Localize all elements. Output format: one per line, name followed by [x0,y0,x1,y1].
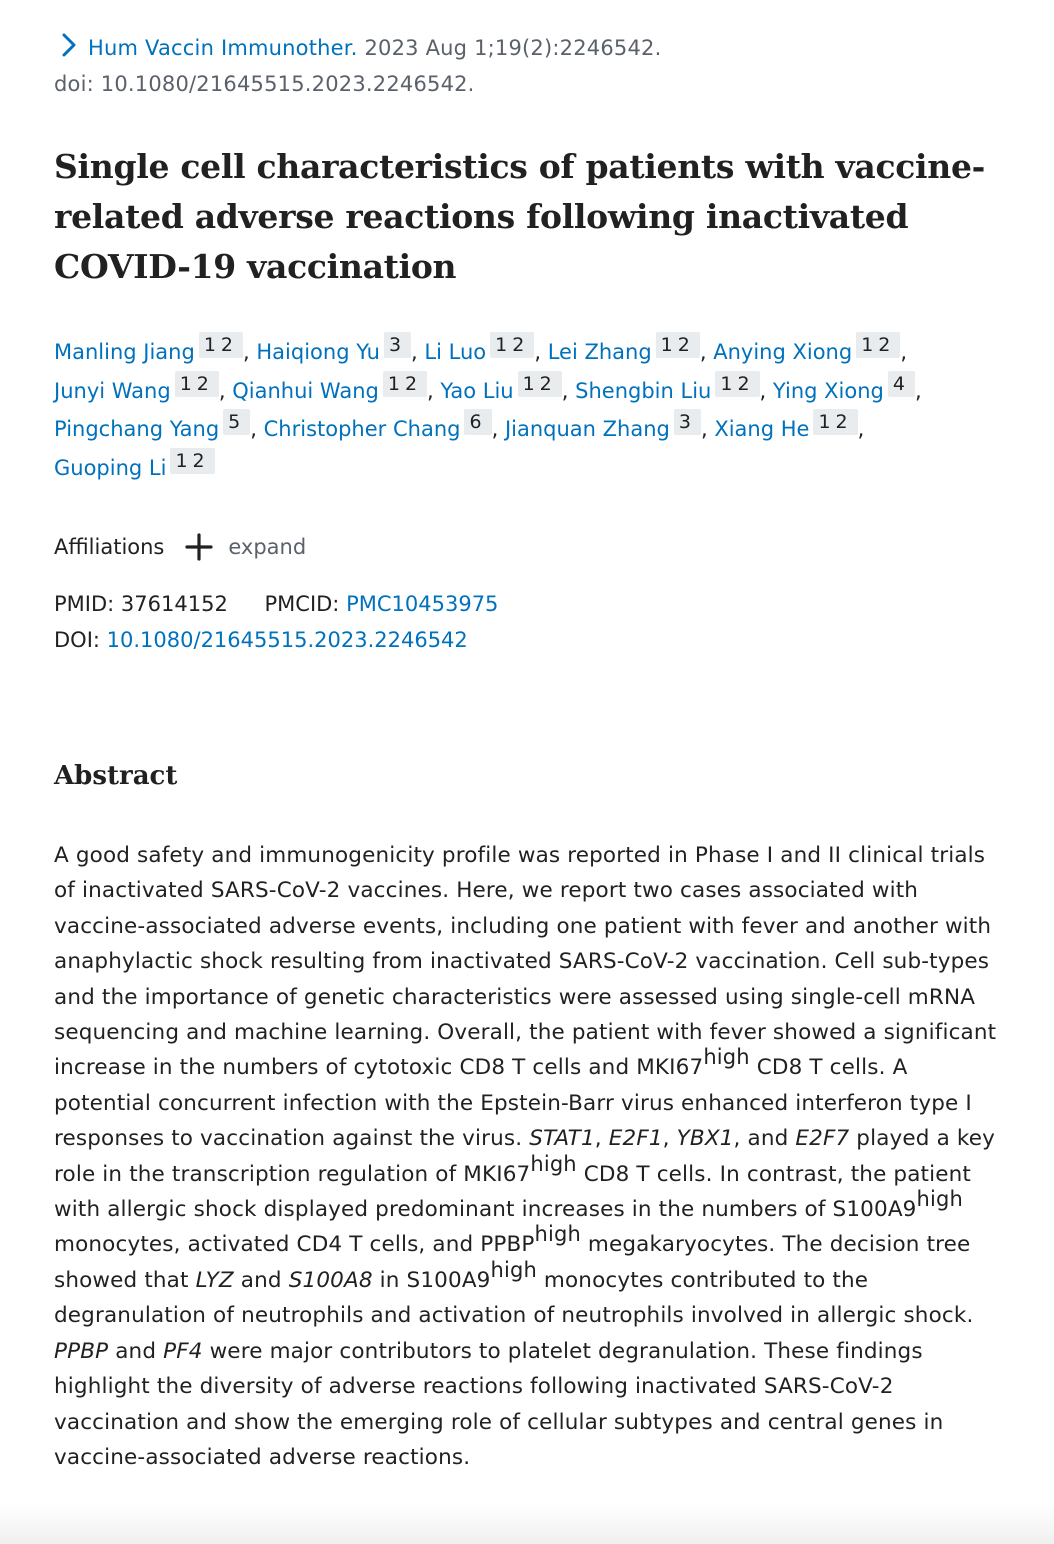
bottom-fade [0,1504,1054,1544]
author-name-link[interactable]: Junyi Wang [54,378,171,403]
citation-details: 2023 Aug 1;19(2):2246542. [364,36,662,60]
author-name-link[interactable]: Xiang He [714,417,810,441]
superscript-high: high [534,1222,581,1247]
affiliation-badge[interactable]: 3 [674,409,701,435]
abstract-heading: Abstract [54,761,178,791]
author-list [54,332,984,486]
author-name-link[interactable]: Anying Xiong [713,340,853,364]
affiliation-badge[interactable]: 12 [656,332,700,358]
superscript-high: high [530,1151,577,1176]
citation [54,30,1004,102]
author-separator: , [534,340,541,364]
abstract-segment: played a key role in the transcription regulation of MKI67 [54,1126,995,1187]
affiliation-badge[interactable]: 12 [490,332,534,358]
article-page [54,30,1004,1497]
abstract-segment: and [108,1338,164,1364]
gene-name: PPBP [54,1338,109,1364]
author-separator: , [218,378,226,403]
gene-name: YBX1 [676,1126,734,1152]
author-separator: , [857,417,865,441]
chevron-right-icon[interactable] [58,32,88,58]
journal-link[interactable]: Hum Vaccin Immunother. [88,36,358,60]
gene-name: STAT1 [529,1126,595,1152]
affiliations-row [54,532,1004,562]
article-title: Single cell characteristics of patients with vaccine-related adverse reactions following inactivated COVID-19 vaccination [54,147,986,286]
author-name-link[interactable]: Qianhui Wang [232,378,379,403]
affiliation-badge[interactable]: 12 [175,371,219,397]
author [547,334,707,364]
author-separator: , [243,340,250,364]
abstract-segment: monocytes contributed to the degranulation of neutrophils and activation of neutrophils involved in allergic shock. [54,1267,974,1329]
doi-label: DOI: [54,628,100,652]
author-separator: , [411,340,418,364]
abstract-segment: CD8 T cells. A potential concurrent infection with the Epstein-Barr virus enhanced interferon type I responses to vaccination against the virus. [54,1055,972,1152]
author [575,372,767,403]
affiliation-badge[interactable]: 4 [888,371,915,397]
affiliation-badge[interactable]: 12 [856,332,900,358]
affiliation-badge[interactable]: 5 [223,409,250,435]
affiliation-badge[interactable]: 6 [464,409,491,435]
author-separator: , [759,378,767,403]
author [232,372,434,403]
abstract-segment: were major contributors to platelet degranulation. These findings highlight the diversity of adverse reactions following inactivated SARS-CoV-2 vaccination and show the emerging role of cellular subtypes and central genes in vaccine-associated adverse reactions. [54,1338,944,1470]
superscript-high: high [490,1257,537,1282]
expand-label: expand [228,535,307,559]
superscript-high: high [703,1045,750,1070]
author-separator: , [561,378,569,403]
author [424,334,541,364]
author-name-link[interactable]: Haiqiong Yu [256,340,380,364]
author-name-link[interactable]: Yao Liu [440,378,514,403]
author-separator: , [700,417,708,441]
pmid-value: 37614152 [120,592,228,616]
affiliation-badge[interactable]: 12 [170,448,214,474]
identifiers [54,586,1004,658]
pmid-label: PMID: [54,592,115,616]
author-separator: , [491,417,499,441]
author-separator: , [427,378,434,403]
author [440,372,569,403]
author [504,411,708,441]
expand-affiliations-button[interactable] [184,532,306,562]
plus-icon [184,532,214,562]
author-separator: , [699,340,707,364]
author [54,334,250,364]
author-name-link[interactable]: Li Luo [424,340,487,364]
affiliation-badge[interactable]: 12 [383,371,427,397]
abstract-text [54,838,1004,1475]
abstract-segment: A good safety and immunogenicity profile was reported in Phase I and II clinical trials of inactivated SARS-CoV-2 vaccines. Here, we report two cases associated with vaccine-associated adverse events, including one patient with fever and another with anaphylactic shock resulting from inactivated SARS-CoV-2 vaccination. Cell sub-types and the importance of genetic characteristics were assessed using single-cell mRNA sequencing and machine learning. Overall, the patient with fever showed a significant increase in the numbers of cytotoxic CD8 T cells and MKI67 [54,843,997,1081]
author [714,411,865,441]
gene-name: S100A8 [288,1267,373,1293]
gene-name: PF4 [163,1338,203,1364]
affiliation-badge[interactable]: 12 [715,371,759,397]
author-separator: , [914,378,922,403]
author-separator: , [900,340,908,364]
author-name-link[interactable]: Lei Zhang [547,340,652,364]
author-separator: , [250,417,257,441]
gene-name: E2F7 [795,1126,850,1152]
author [256,334,418,364]
abstract-segment: and [233,1267,289,1293]
superscript-high: high [916,1187,963,1212]
author-name-link[interactable]: Jianquan Zhang [504,417,670,441]
author-name-link[interactable]: Shengbin Liu [575,378,712,403]
pmcid-link[interactable]: PMC10453975 [346,592,499,616]
author [772,372,922,403]
abstract-segment: , and [733,1126,796,1152]
affiliation-badge[interactable]: 12 [518,371,562,397]
affiliation-badge[interactable]: 12 [199,332,243,358]
doi-link[interactable]: 10.1080/21645515.2023.2246542 [106,628,468,652]
author [54,411,257,441]
affiliation-badge[interactable]: 12 [813,409,857,435]
gene-name: E2F1 [608,1126,663,1152]
abstract-segment: , [594,1126,609,1152]
author [263,411,499,441]
author [713,334,908,364]
abstract-segment: , [662,1126,677,1152]
affiliations-label: Affiliations [54,535,165,559]
author-name-link[interactable]: Pingchang Yang [54,417,220,441]
author [54,449,215,480]
abstract-segment: in S100A9 [372,1267,491,1293]
author-name-link[interactable]: Guoping Li [54,455,167,480]
author-name-link[interactable]: Christopher Chang [263,417,461,441]
pmcid-label: PMCID: [264,592,340,616]
affiliation-badge[interactable]: 3 [384,332,411,358]
abstract-segment: CD8 T cells. In contrast, the patient with allergic shock displayed predominant increases in the numbers of S100A9 [54,1161,971,1223]
author-name-link[interactable]: Manling Jiang [54,340,195,364]
author-name-link[interactable]: Ying Xiong [772,378,884,403]
abstract-segment: megakaryocytes. The decision tree showed that [54,1232,971,1293]
citation-doi: doi: 10.1080/21645515.2023.2246542. [54,72,475,96]
gene-name: LYZ [195,1267,234,1293]
abstract-segment: monocytes, activated CD4 T cells, and PPBP [54,1232,535,1258]
author [54,372,226,403]
